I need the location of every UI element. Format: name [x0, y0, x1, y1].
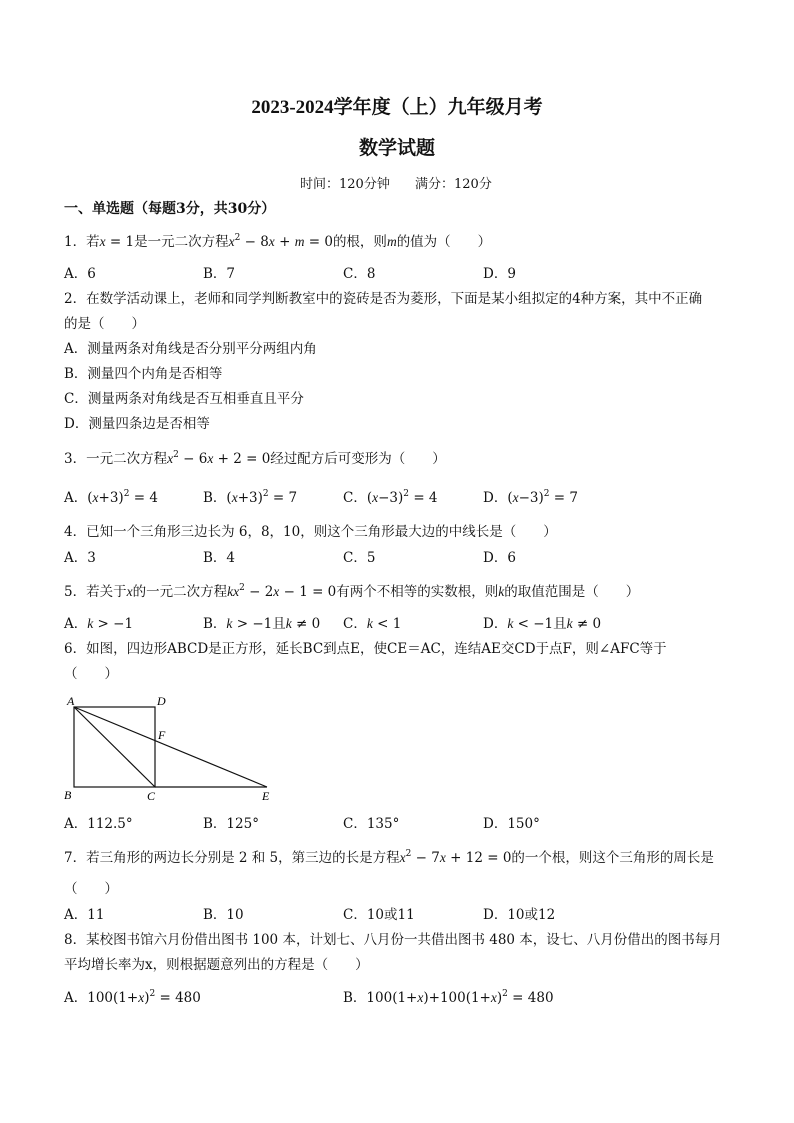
- question-8-line2: 平均增长率为x，则根据题意列出的方程是（ ）: [64, 957, 369, 973]
- question-1: 1．若x = 1是一元二次方程$x^2 - 8x + m = 0$的根，则m的值为（ ）: [64, 233, 492, 250]
- question-8-line1: 8．某校图书馆六月份借出图书 100 本，计划七、八月份一共借出图书 480 本，设七、八月份借出的图书每月: [64, 932, 722, 948]
- question-2-line1: 2．在数学活动课上，老师和同学判断教室中的瓷砖是否为菱形，下面是某小组拟定的4种方案，其中不正确: [64, 291, 703, 307]
- label-f: F: [158, 728, 166, 742]
- square-figure: [60, 690, 290, 808]
- q3-option-c: C．$(x-3)^2 = 4$: [343, 489, 438, 506]
- q1-option-c: C．8: [343, 266, 376, 282]
- q7-option-b: B．10: [203, 907, 244, 923]
- q2-option-d: D．测量四条边是否相等: [64, 416, 210, 432]
- q2-option-a: A．测量两条对角线是否分别平分两组内角: [64, 341, 317, 357]
- q5-option-d: D．k < −1且k ≠ 0: [483, 616, 602, 632]
- q7-option-c: C．10或11: [343, 907, 415, 923]
- exam-subtitle: 数学试题: [358, 138, 435, 159]
- time-info: 时间：120分钟: [300, 177, 390, 192]
- section-heading: 一、单选题（每题3分，共30分）: [64, 201, 276, 217]
- q7-option-d: D．10或12: [483, 907, 556, 923]
- question-6-line2: （ ）: [64, 666, 118, 682]
- question-6-line1: 6．如图，四边形ABCD是正方形，延长BC到点E，使CE＝AC，连结AE交CD于点F，则∠AFC等于: [64, 641, 667, 657]
- q7-option-a: A．11: [64, 907, 105, 923]
- question-7: 7．若三角形的两边长分别是 2 和 5，第三边的长是方程$x^2 - 7x + 12 = 0$的一个根，则这个三角形的周长是: [64, 849, 714, 866]
- q4-option-d: D．6: [483, 550, 516, 566]
- exam-title: 2023-2024学年度（上）九年级月考: [251, 97, 543, 118]
- q1-option-b: B．7: [203, 266, 236, 282]
- q8-option-a: A．$100(1+x)^2 = 480$: [64, 989, 201, 1006]
- question-2-line2: 的是（ ）: [64, 316, 145, 332]
- diagonal-ac: [74, 707, 155, 787]
- line-ae: [74, 707, 267, 787]
- q6-option-d: D．150°: [483, 816, 540, 832]
- q2-option-c: C．测量两条对角线是否互相垂直且平分: [64, 391, 304, 407]
- q5-option-a: A．k > −1: [64, 616, 134, 632]
- question-5: 5．若关于x的一元二次方程$kx^2 - 2x - 1 = 0$有两个不相等的实数根，则k的取值范围是（ ）: [64, 583, 640, 600]
- q3-option-b: B．$(x+3)^2 = 7$: [203, 489, 298, 506]
- question-3: 3．一元二次方程$x^2 - 6x + 2 = 0$经过配方后可变形为（ ）: [64, 450, 446, 467]
- q5-option-b: B．k > −1且k ≠ 0: [203, 616, 321, 632]
- label-c: C: [147, 789, 156, 803]
- label-b: B: [64, 788, 72, 802]
- label-e: E: [262, 789, 270, 803]
- q3-option-a: A．$(x+3)^2 = 4$: [64, 489, 158, 506]
- q8-option-b: B．$100(1+x)+100(1+x)^2 = 480$: [343, 989, 554, 1006]
- q1-option-d: D．9: [483, 266, 516, 282]
- q6-option-b: B．125°: [203, 816, 259, 832]
- q4-option-a: A．3: [64, 550, 96, 566]
- q6-option-a: A．112.5°: [64, 816, 133, 832]
- q3-option-d: D．$(x-3)^2 = 7$: [483, 489, 578, 506]
- q6-option-c: C．135°: [343, 816, 400, 832]
- q4-option-c: C．5: [343, 550, 376, 566]
- question-4: 4．已知一个三角形三边长为 6，8，10，则这个三角形最大边的中线长是（ ）: [64, 524, 557, 540]
- label-d: D: [157, 694, 166, 708]
- q4-option-b: B．4: [203, 550, 236, 566]
- score-info: 满分：120分: [415, 177, 492, 192]
- question-7-line2: （ ）: [64, 881, 118, 897]
- q2-option-b: B．测量四个内角是否相等: [64, 366, 223, 382]
- q5-option-c: C．k < 1: [343, 616, 402, 632]
- q1-option-a: A．6: [64, 266, 96, 282]
- label-a: A: [67, 694, 75, 708]
